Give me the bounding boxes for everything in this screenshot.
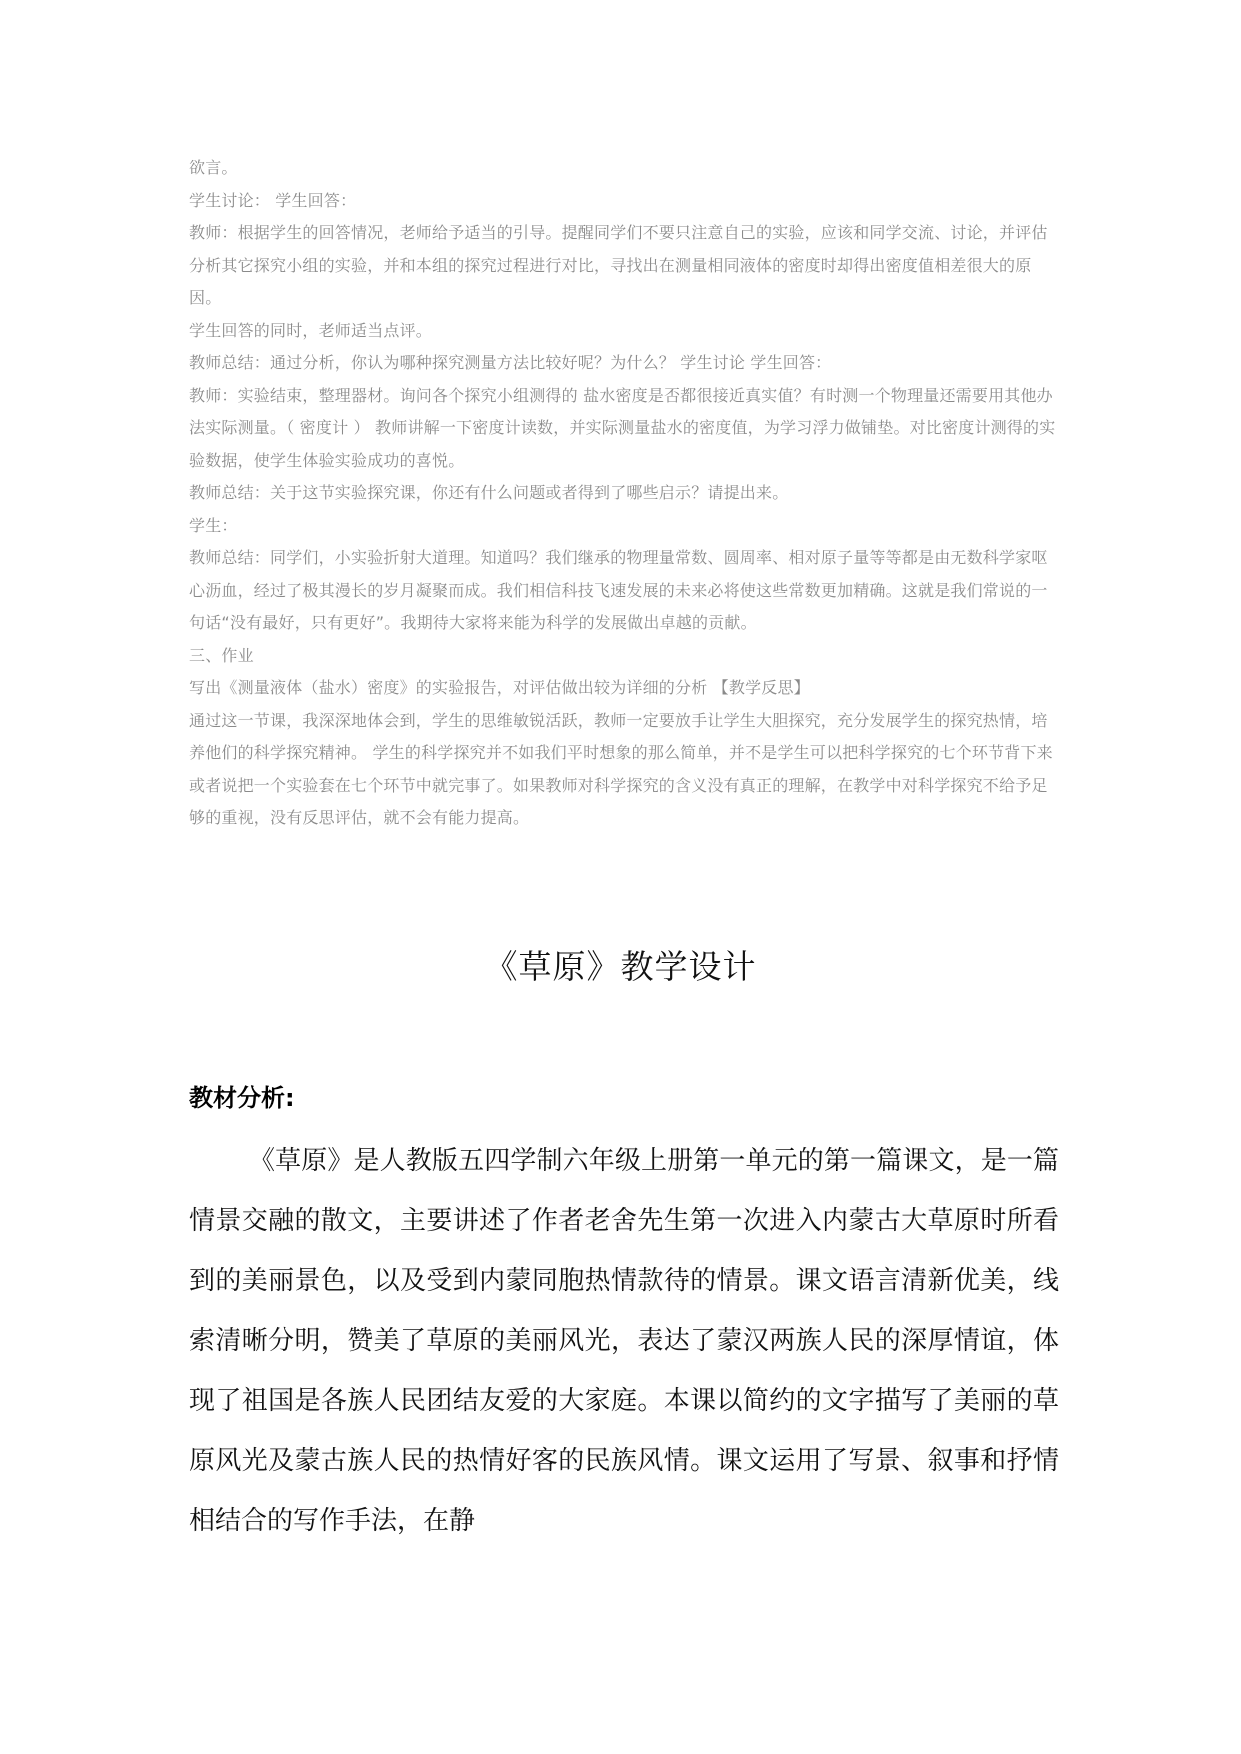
text-line: 教师：根据学生的回答情况，老师给予适当的引导。提醒同学们不要只注意自己的实验，应该和同学交流、讨论，并评估分析其它探究小组的实验，并和本组的探究过程进行对比，寻找出在测量相同液体的密度时却得出密度值相差很大的原因。 xyxy=(189,223,1048,307)
text-line: 教师总结：关于这节实验探究课，你还有什么问题或者得到了哪些启示？请提出来。 xyxy=(189,483,789,502)
text-line: 欲言。 xyxy=(189,158,238,177)
body-paragraph: 《草原》是人教版五四学制六年级上册第一单元的第一篇课文，是一篇情景交融的散文，主要讲述了作者老舍先生第一次进入内蒙古大草原时所看到的美丽景色，以及受到内蒙同胞热情款待的情景。课文语言清新优美，线索清晰分明，赞美了草原的美丽风光，表达了蒙汉两族人民的深厚情谊，体现了祖国是各族人民团结友爱的大家庭。本课以简约的文字描写了美丽的草原风光及蒙古族人民的热情好客的民族风情。课文运用了写景、叙事和抒情相结合的写作手法，在静 xyxy=(189,1146,1059,1536)
text-line: 教师总结：同学们，小实验折射大道理。知道吗？我们继承的物理量常数、圆周率、相对原子量等等都是由无数科学家呕心沥血，经过了极其漫长的岁月凝聚而成。我们相信科技飞速发展的未来必将使这些常数更加精确。这就是我们常说的一句话“没有最好，只有更好”。我期待大家将来能为科学的发展做出卓越的贡献。 xyxy=(189,548,1048,632)
text-line: 学生： xyxy=(189,515,238,535)
document-title: 《草原》教学设计 xyxy=(484,947,757,986)
text-line: 学生回答的同时，老师适当点评。 xyxy=(189,320,433,340)
text-line: 通过这一节课，我深深地体会到，学生的思维敏锐活跃，教师一定要放手让学生大胆探究，充分发展学生的探究热情，培养他们的科学探究精神。 学生的科学探究并不如我们平时想象的那么简单，并不是学生可以把科学探究的七个环节背下来或者说把一个实验套在七个环节中就完事了。如果教师对科学探究的含义没有真正的理解，在教学中对科学探究不给予足够的重视，没有反思评估，就不会有能力提高。 xyxy=(189,710,1053,827)
text-line: 教师总结：通过分析，你认为哪种探究测量方法比较好呢？为什么？ 学生讨论 学生回答： xyxy=(189,353,832,372)
text-line: 三、作业 xyxy=(189,645,254,665)
text-line: 教师：实验结束，整理器材。询问各个探究小组测得的 盐水密度是否都很接近真实值？有时测一个物理量还需要用其他办法实际测量。（ 密度计 ） 教师讲解一下密度计读数，并实际测量盐水的密度值，为学习浮力做铺垫。对比密度计测得的实验数据，使学生体验实验成功的喜悦。 xyxy=(189,385,1056,470)
section-heading: 教材分析: xyxy=(189,1084,295,1112)
upper-section xyxy=(189,152,1059,835)
text-line: 学生讨论： 学生回答： xyxy=(189,190,357,210)
text-line: 写出《测量液体（盐水）密度》的实验报告，对评估做出较为详细的分析 【教学反思】 xyxy=(189,678,810,697)
